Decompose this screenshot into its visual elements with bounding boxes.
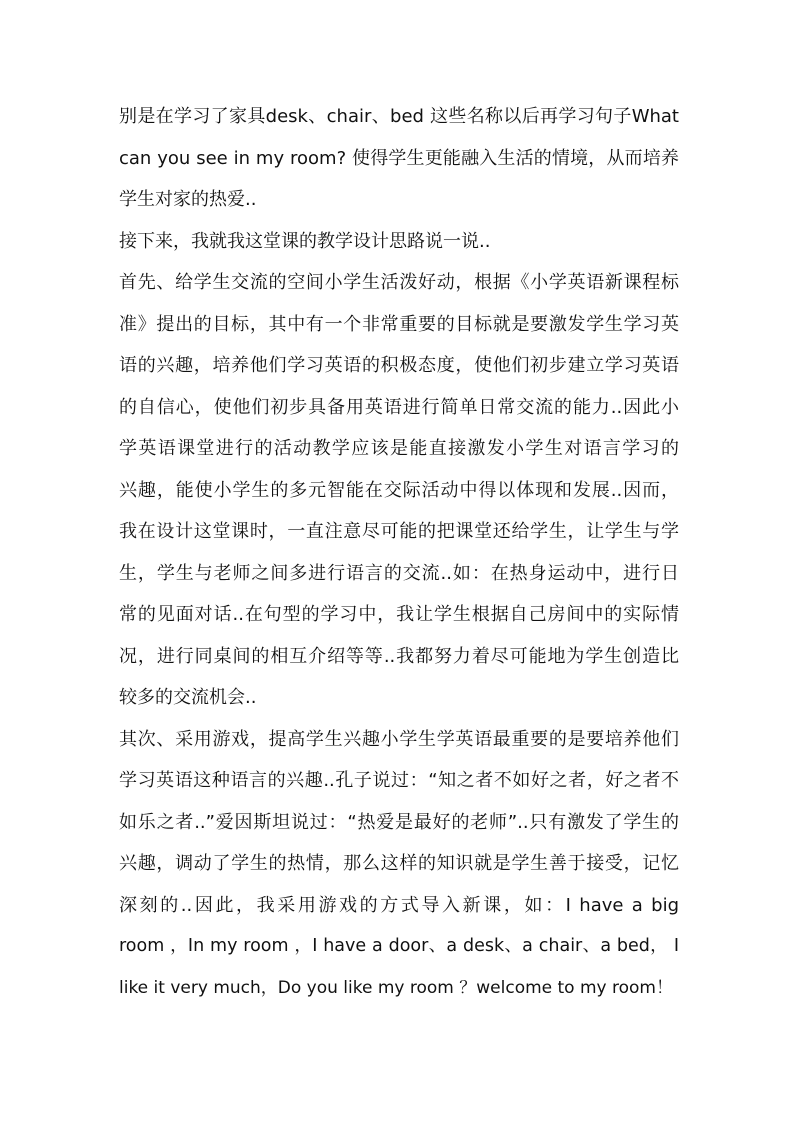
document-body xyxy=(119,96,679,1009)
text-line: 深刻的..因此，我采用游戏的方式导入新课，如：I have a big xyxy=(119,894,679,916)
text-line: 的自信心，使他们初步具备用英语进行简单日常交流的能力..因此小 xyxy=(119,396,679,418)
text-line: like it very much，Do you like my room ？welcome to my room！ xyxy=(119,977,673,998)
text-line: 其次、采用游戏，提高学生兴趣小学生学英语最重要的是要培养他们 xyxy=(119,728,679,750)
text-line: 兴趣，能使小学生的多元智能在交际活动中得以体现和发展..因而， xyxy=(119,479,679,501)
text-line: can you see in my room? 使得学生更能融入生活的情境，从而培养 xyxy=(119,147,679,169)
text-line: 接下来，我就我这堂课的教学设计思路说一说.. xyxy=(119,230,491,252)
text-line: 别是在学习了家具desk、chair、bed 这些名称以后再学习句子What xyxy=(119,106,679,127)
text-line: 学生对家的热爱.. xyxy=(119,189,257,210)
text-line: 语的兴趣，培养他们学习英语的积极态度，使他们初步建立学习英语 xyxy=(119,355,679,376)
text-line: 学习英语这种语言的兴趣..孔子说过：“知之者不如好之者，好之者不 xyxy=(119,770,679,791)
text-line: 况，进行同桌间的相互介绍等等..我都努力着尽可能地为学生创造比 xyxy=(119,645,679,667)
text-line: 我在设计这堂课时，一直注意尽可能的把课堂还给学生，让学生与学 xyxy=(119,521,679,542)
text-line: 常的见面对话..在句型的学习中，我让学生根据自己房间中的实际情 xyxy=(119,604,679,625)
text-line: 首先、给学生交流的空间小学生活泼好动，根据《小学英语新课程标 xyxy=(119,272,679,293)
text-line: 如乐之者..”爱因斯坦说过：“热爱是最好的老师”..只有激发了学生的 xyxy=(119,811,679,833)
text-line: 生，学生与老师之间多进行语言的交流..如：在热身运动中，进行日 xyxy=(119,562,679,584)
text-line: 较多的交流机会.. xyxy=(119,687,257,708)
text-line: 兴趣，调动了学生的热情，那么这样的知识就是学生善于接受，记忆 xyxy=(119,853,679,874)
text-line: 学英语课堂进行的活动教学应该是能直接激发小学生对语言学习的 xyxy=(119,438,679,459)
text-line: room ，In my room ，I have a door、a desk、a chair、a bed， I xyxy=(119,936,679,956)
text-line: 准》提出的目标，其中有一个非常重要的目标就是要激发学生学习英 xyxy=(119,313,679,335)
